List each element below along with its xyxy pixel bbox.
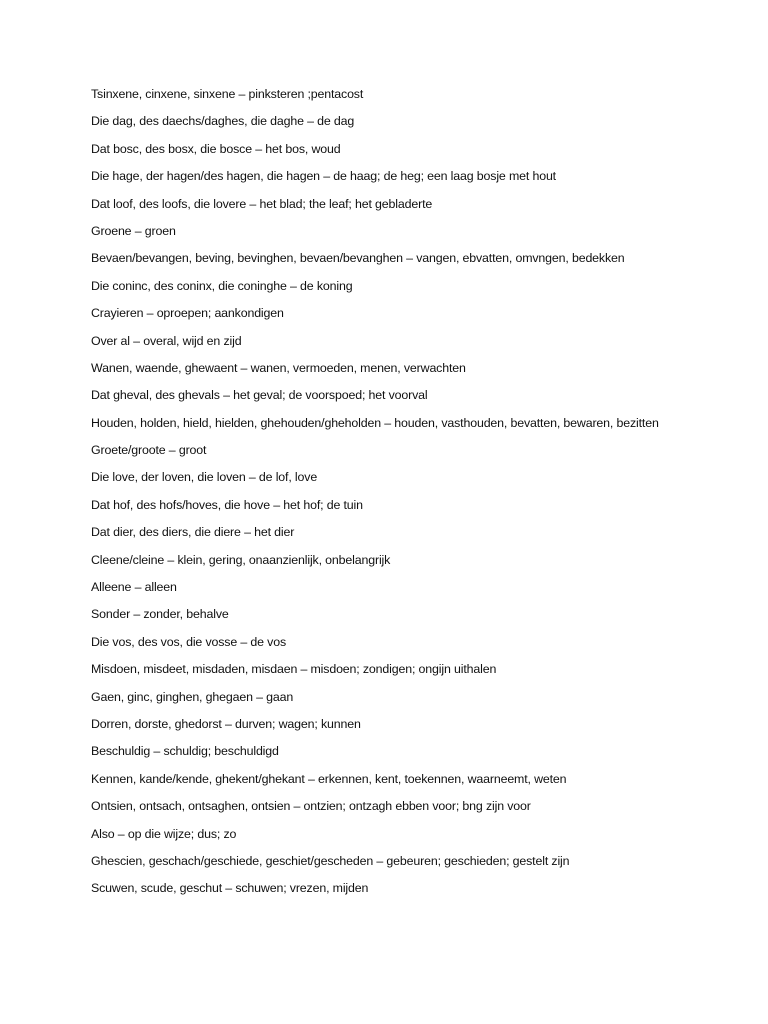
vocabulary-entry: Ontsien, ontsach, ontsaghen, ontsien – ontzien; ontzagh ebben voor; bng zijn voor — [91, 799, 531, 814]
vocabulary-entry: Groene – groen — [91, 223, 176, 238]
vocabulary-entry: Dorren, dorste, ghedorst – durven; wagen; kunnen — [91, 716, 361, 731]
vocabulary-entry: Die dag, des daechs/daghes, die daghe – de dag — [91, 114, 355, 129]
vocabulary-entry: Scuwen, scude, geschut – schuwen; vrezen, mijden — [91, 881, 369, 896]
vocabulary-list — [91, 86, 691, 908]
vocabulary-entry: Houden, holden, hield, hielden, ghehouden/gheholden – houden, vasthouden, bevatten, bewaren, bezitten — [91, 415, 659, 430]
vocabulary-entry: Sonder – zonder, behalve — [91, 607, 229, 622]
vocabulary-entry: Gaen, ginc, ginghen, ghegaen – gaan — [91, 689, 294, 704]
vocabulary-entry: Ghescien, geschach/geschiede, geschiet/gescheden – gebeuren; geschieden; gestelt zijn — [91, 853, 570, 868]
vocabulary-entry: Wanen, waende, ghewaent – wanen, vermoeden, menen, verwachten — [91, 360, 466, 375]
vocabulary-entry: Crayieren – oproepen; aankondigen — [91, 306, 284, 321]
vocabulary-entry: Tsinxene, cinxene, sinxene – pinksteren ;pentacost — [91, 87, 364, 101]
vocabulary-entry: Beschuldig – schuldig; beschuldigd — [91, 744, 279, 759]
vocabulary-entry: Dat gheval, des ghevals – het geval; de voorspoed; het voorval — [91, 388, 428, 403]
vocabulary-entry: Die coninc, des coninx, die coninghe – de koning — [91, 278, 353, 293]
vocabulary-entry: Die hage, der hagen/des hagen, die hagen – de haag; de heg; een laag bosje met hout — [91, 169, 556, 184]
vocabulary-entry: Over al – overal, wijd en zijd — [91, 333, 242, 348]
vocabulary-entry: Die love, der loven, die loven – de lof, love — [91, 470, 318, 485]
vocabulary-entry: Groete/groote – groot — [91, 443, 207, 458]
vocabulary-entry: Dat loof, des loofs, die lovere – het blad; the leaf; het gebladerte — [91, 196, 433, 211]
vocabulary-entry: Dat dier, des diers, die diere – het dier — [91, 525, 295, 540]
vocabulary-entry: Cleene/cleine – klein, gering, onaanzienlijk, onbelangrijk — [91, 552, 391, 567]
vocabulary-entry: Kennen, kande/kende, ghekent/ghekant – erkennen, kent, toekennen, waarneemt, weten — [91, 771, 567, 786]
vocabulary-entry: Alleene – alleen — [91, 580, 177, 595]
vocabulary-entry: Dat hof, des hofs/hoves, die hove – het hof; de tuin — [91, 497, 363, 512]
vocabulary-entry: Dat bosc, des bosx, die bosce – het bos, woud — [91, 141, 341, 156]
vocabulary-entry: Die vos, des vos, die vosse – de vos — [91, 634, 287, 649]
vocabulary-entry: Also – op die wijze; dus; zo — [91, 826, 237, 841]
vocabulary-entry: Bevaen/bevangen, beving, bevinghen, bevaen/bevanghen – vangen, ebvatten, omvngen, bedekken — [91, 251, 625, 266]
vocabulary-entry: Misdoen, misdeet, misdaden, misdaen – misdoen; zondigen; ongijn uithalen — [91, 662, 497, 677]
